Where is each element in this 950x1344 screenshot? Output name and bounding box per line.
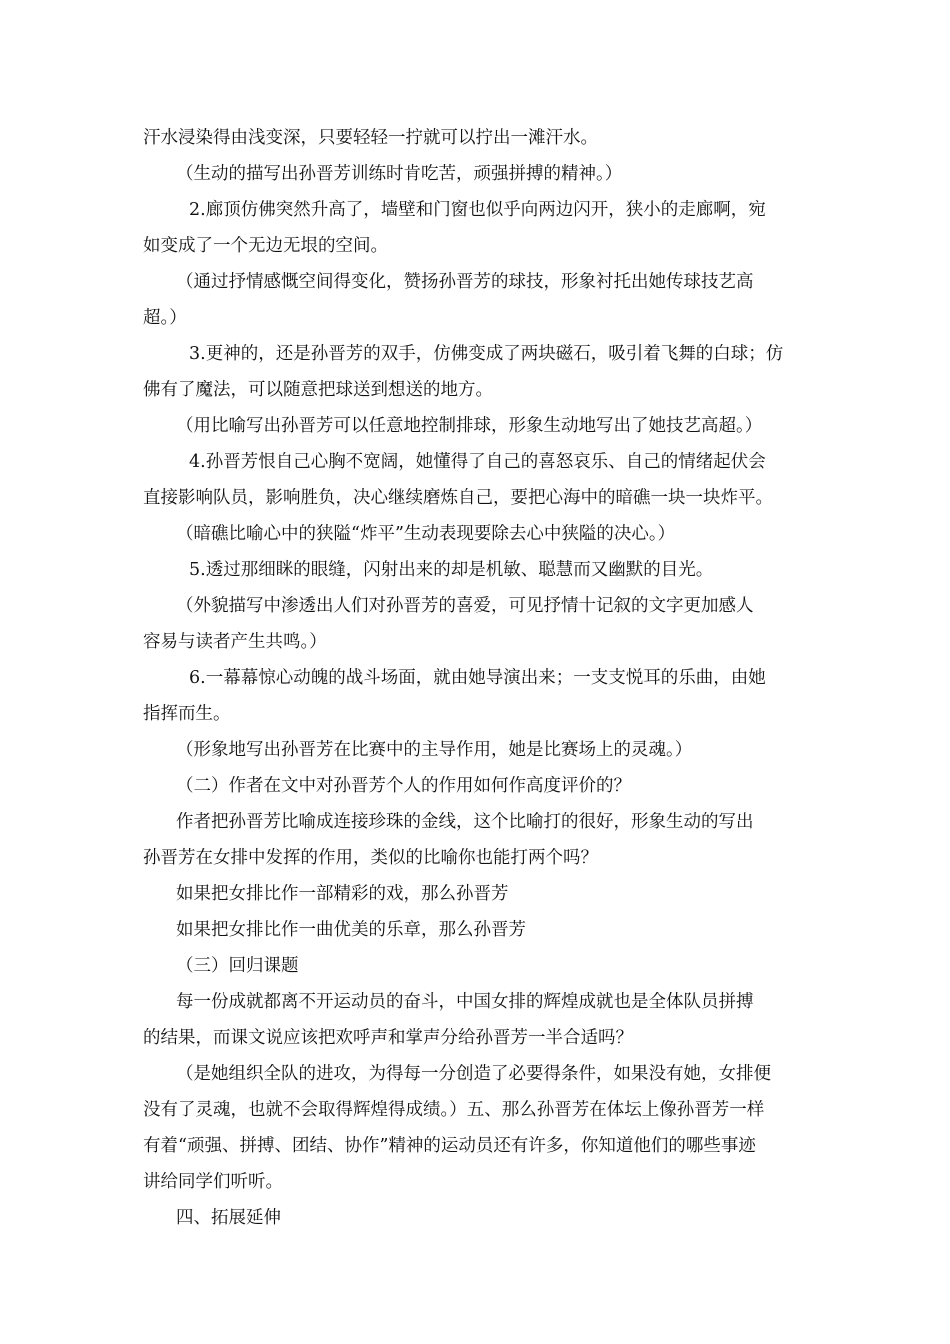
- text-line: 3.更神的，还是孙晋芳的双手，仿佛变成了两块磁石，吸引着飞舞的白球；仿: [189, 344, 784, 364]
- text-line: （是她组织全队的进攻，为得每一分创造了必要得条件，如果没有她，女排便: [176, 1064, 771, 1084]
- text-line: 6.一幕幕惊心动魄的战斗场面，就由她导演出来；一支支悦耳的乐曲，由她: [189, 668, 766, 688]
- text-line: （外貌描写中渗透出人们对孙晋芳的喜爱，可见抒情十记叙的文字更加感人: [176, 596, 754, 616]
- text-line: 讲给同学们听听。: [143, 1172, 283, 1192]
- text-line: （形象地写出孙晋芳在比赛中的主导作用，她是比赛场上的灵魂。）: [176, 740, 693, 760]
- text-line: 如果把女排比作一曲优美的乐章，那么孙晋芳: [176, 920, 526, 940]
- text-line: 2.廊顶仿佛突然升高了，墙壁和门窗也似乎向两边闪开，狭小的走廊啊，宛: [189, 200, 766, 220]
- text-line: （用比喻写出孙晋芳可以任意地控制排球，形象生动地写出了她技艺高超。）: [176, 416, 763, 436]
- text-line: （暗礁比喻心中的狭隘“炸平”生动表现要除去心中狭隘的决心。）: [176, 524, 676, 544]
- text-line: （生动的描写出孙晋芳训练时肯吃苦，顽强拼搏的精神。）: [176, 164, 623, 184]
- text-line: 的结果，而课文说应该把欢呼声和掌声分给孙晋芳一半合适吗？: [143, 1028, 633, 1048]
- text-line: （三）回归课题: [176, 956, 299, 976]
- text-line: 超。）: [143, 308, 187, 328]
- text-line: 佛有了魔法，可以随意把球送到想送的地方。: [143, 380, 493, 400]
- text-line: 每一份成就都离不开运动员的奋斗，中国女排的辉煌成就也是全体队员拼搏: [176, 992, 754, 1012]
- text-line: 直接影响队员，影响胜负，决心继续磨炼自己，要把心海中的暗礁一块一块炸平。: [143, 488, 773, 508]
- text-line: 没有了灵魂，也就不会取得辉煌得成绩。）五、那么孙晋芳在体坛上像孙晋芳一样: [143, 1100, 765, 1120]
- text-line: （通过抒情感慨空间得变化，赞扬孙晋芳的球技，形象衬托出她传球技艺高: [176, 272, 754, 292]
- text-line: 作者把孙晋芳比喻成连接珍珠的金线，这个比喻打的很好，形象生动的写出: [176, 812, 754, 832]
- text-line: 如变成了一个无边无垠的空间。: [143, 236, 388, 256]
- text-line: 孙晋芳在女排中发挥的作用，类似的比喻你也能打两个吗？: [143, 848, 598, 868]
- text-line: 有着“顽强、拼搏、团结、协作”精神的运动员还有许多，你知道他们的哪些事迹: [143, 1136, 756, 1156]
- section-heading: 四、拓展延伸: [176, 1208, 281, 1228]
- text-line: 汗水浸染得由浅变深，只要轻轻一拧就可以拧出一滩汗水。: [143, 128, 598, 148]
- text-line: （二）作者在文中对孙晋芳个人的作用如何作高度评价的？: [176, 776, 631, 796]
- text-line: 指挥而生。: [143, 704, 231, 724]
- text-line: 4.孙晋芳恨自己心胸不宽阔，她懂得了自己的喜怒哀乐、自己的情绪起伏会: [189, 452, 766, 472]
- text-line: 5.透过那细眯的眼缝，闪射出来的却是机敏、聪慧而又幽默的目光。: [189, 560, 714, 580]
- text-line: 容易与读者产生共鸣。）: [143, 632, 327, 652]
- text-line: 如果把女排比作一部精彩的戏，那么孙晋芳: [176, 884, 509, 904]
